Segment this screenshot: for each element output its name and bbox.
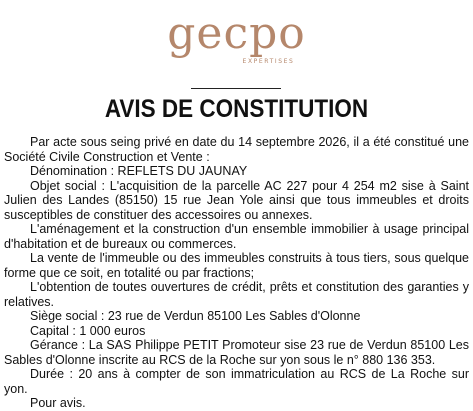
credit-paragraph: L'obtention de toutes ouvertures de crédit, prêts et constitution des garanties y relatives. bbox=[4, 280, 469, 309]
development-paragraph: L'aménagement et la construction d'un ensemble immobilier à usage principal d'habitation et de bureaux ou commerces. bbox=[4, 222, 469, 251]
notice-title: AVIS DE CONSTITUTION bbox=[104, 95, 369, 123]
title-divider bbox=[191, 88, 281, 89]
logo-tagline: EXPERTISES bbox=[242, 58, 295, 65]
duration-paragraph: Durée : 20 ans à compter de son immatriculation au RCS de La Roche sur yon. bbox=[4, 367, 469, 396]
closing-paragraph: Pour avis. bbox=[30, 396, 86, 410]
company-logo bbox=[0, 8, 473, 66]
denomination-paragraph: Dénomination : REFLETS DU JAUNAY bbox=[30, 164, 248, 178]
capital-paragraph: Capital : 1 000 euros bbox=[30, 323, 146, 338]
sale-paragraph: La vente de l'immeuble ou des immeubles construits à tous tiers, sous quelque forme que ce soit, en totalité ou par fractions; bbox=[4, 251, 469, 280]
head-office-paragraph: Siège social : 23 rue de Verdun 85100 Les Sables d'Olonne bbox=[30, 309, 361, 323]
object-paragraph: Objet social : L'acquisition de la parcelle AC 227 pour 4 254 m2 sise à Saint Julien des Landes (85150) 15 rue Jean Yole ainsi que tous immeubles et droits susceptibles de constituer des accessoires ou annexes. bbox=[4, 178, 469, 222]
logo-wordmark: gecpo bbox=[167, 8, 306, 59]
notice-body bbox=[4, 135, 469, 411]
intro-paragraph: Par acte sous seing privé en date du 14 septembre 2026, il a été constitué une Société Civile Construction et Vente : bbox=[4, 135, 469, 164]
management-paragraph: Gérance : La SAS Philippe PETIT Promoteur sise 23 rue de Verdun 85100 Les Sables d'Olonne inscrite au RCS de la Roche sur yon sous le n° 880 136 353. bbox=[4, 338, 469, 367]
